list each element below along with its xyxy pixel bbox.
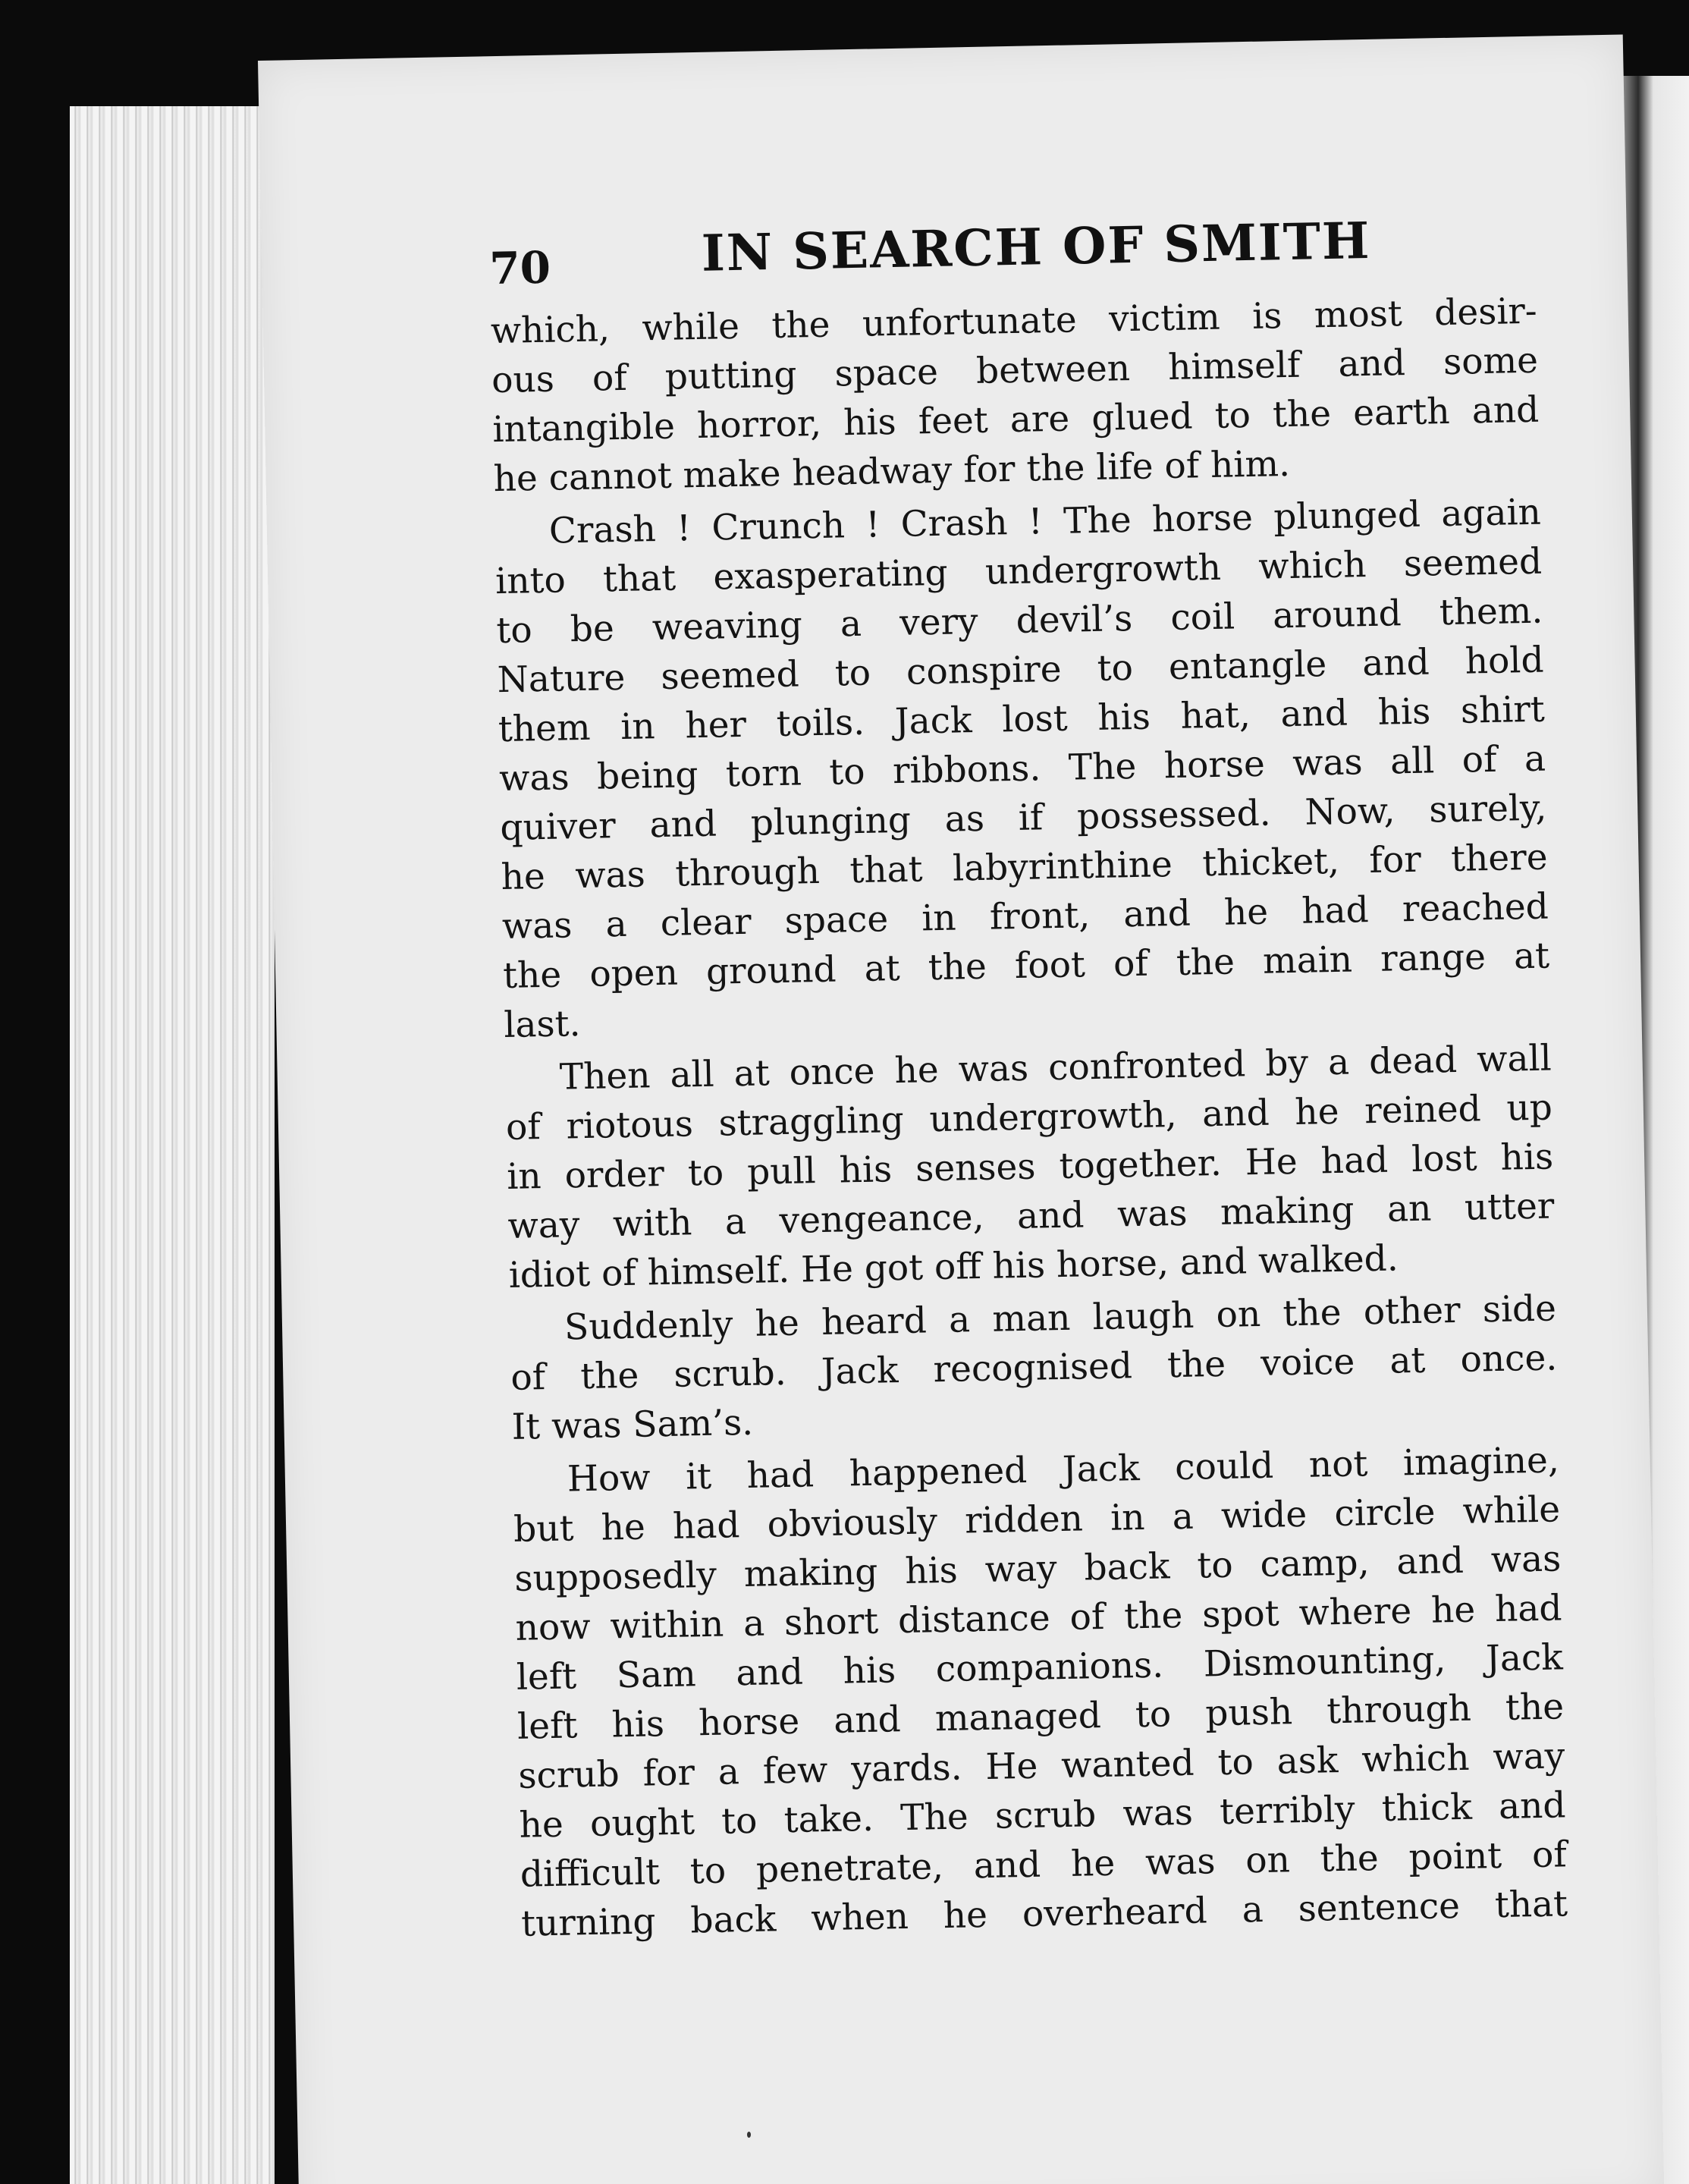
text-line: of the scrub. Jack recognised the voice at once. <box>510 1337 1558 1399</box>
paragraph <box>504 1034 1556 1300</box>
paragraph <box>510 1284 1559 1451</box>
page-block-edges <box>70 106 275 2184</box>
text-line: way with a vengeance, and was making an utter <box>507 1185 1555 1247</box>
text-line: them in her toils. Jack lost his hat, and his shirt <box>498 688 1546 751</box>
page-header <box>488 203 1536 295</box>
text-line: last. <box>503 1003 581 1047</box>
paragraph <box>490 287 1540 504</box>
text-line: Crash ! Crunch ! Crash ! The horse plunged again <box>548 491 1542 552</box>
paragraph <box>494 488 1550 1050</box>
text-line: of riotous straggling undergrowth, and he reined up <box>505 1086 1553 1149</box>
text-line: left Sam and his companions. Dismounting, Jack <box>516 1636 1564 1698</box>
text-line: he was through that labyrinthine thicket, for there <box>501 836 1548 899</box>
book-page <box>258 34 1665 2184</box>
text-line: left his horse and managed to push through the <box>516 1686 1565 1748</box>
text-line: to be weaving a very devil’s coil around them. <box>495 589 1543 652</box>
text-line: the open ground at the foot of the main range at <box>502 935 1550 998</box>
text-line: he cannot make headway for the life of him. <box>493 442 1291 501</box>
text-line: Then all at once he was confronted by a dead wall <box>559 1037 1552 1098</box>
body-text <box>490 287 1568 1953</box>
text-line: ous of putting space between himself and some <box>491 339 1539 402</box>
scan-speck <box>747 2132 751 2138</box>
text-line: was being torn to ribbons. The horse was all of a <box>498 737 1546 800</box>
text-line: intangible horror, his feet are glued to the earth and <box>491 388 1540 451</box>
text-line: in order to pull his senses together. He had lost his <box>506 1136 1554 1198</box>
text-line: It was Sam’s. <box>511 1401 754 1448</box>
text-line: turning back when he overheard a sentence that <box>520 1883 1568 1945</box>
text-line: scrub for a few yards. He wanted to ask which way <box>517 1735 1565 1797</box>
text-line: How it had happened Jack could not imagine, <box>567 1439 1560 1501</box>
page-number: 70 <box>488 241 551 295</box>
text-line: was a clear space in front, and he had reached <box>501 885 1549 948</box>
text-line: into that exasperating undergrowth which seemed <box>494 540 1543 603</box>
text-line: supposedly making his way back to camp, and was <box>513 1538 1562 1600</box>
text-line: idiot of himself. He got off his horse, and walked. <box>508 1237 1399 1296</box>
text-line: Nature seemed to conspire to entangle and hold <box>497 639 1545 702</box>
text-line: which, while the unfortunate victim is most desir- <box>490 290 1538 353</box>
text-line: he ought to take. The scrub was terribly thick and <box>519 1784 1566 1846</box>
text-line: difficult to penetrate, and he was on the point of <box>520 1834 1568 1896</box>
running-title: IN SEARCH OF SMITH <box>701 210 1372 283</box>
text-line: Suddenly he heard a man laugh on the other side <box>564 1287 1557 1349</box>
paragraph <box>512 1435 1568 1948</box>
text-line: now within a short distance of the spot where he had <box>515 1587 1563 1649</box>
text-line: but he had obviously ridden in a wide circle while <box>513 1488 1561 1551</box>
text-line: quiver and plunging as if possessed. Now, surely, <box>499 787 1547 850</box>
